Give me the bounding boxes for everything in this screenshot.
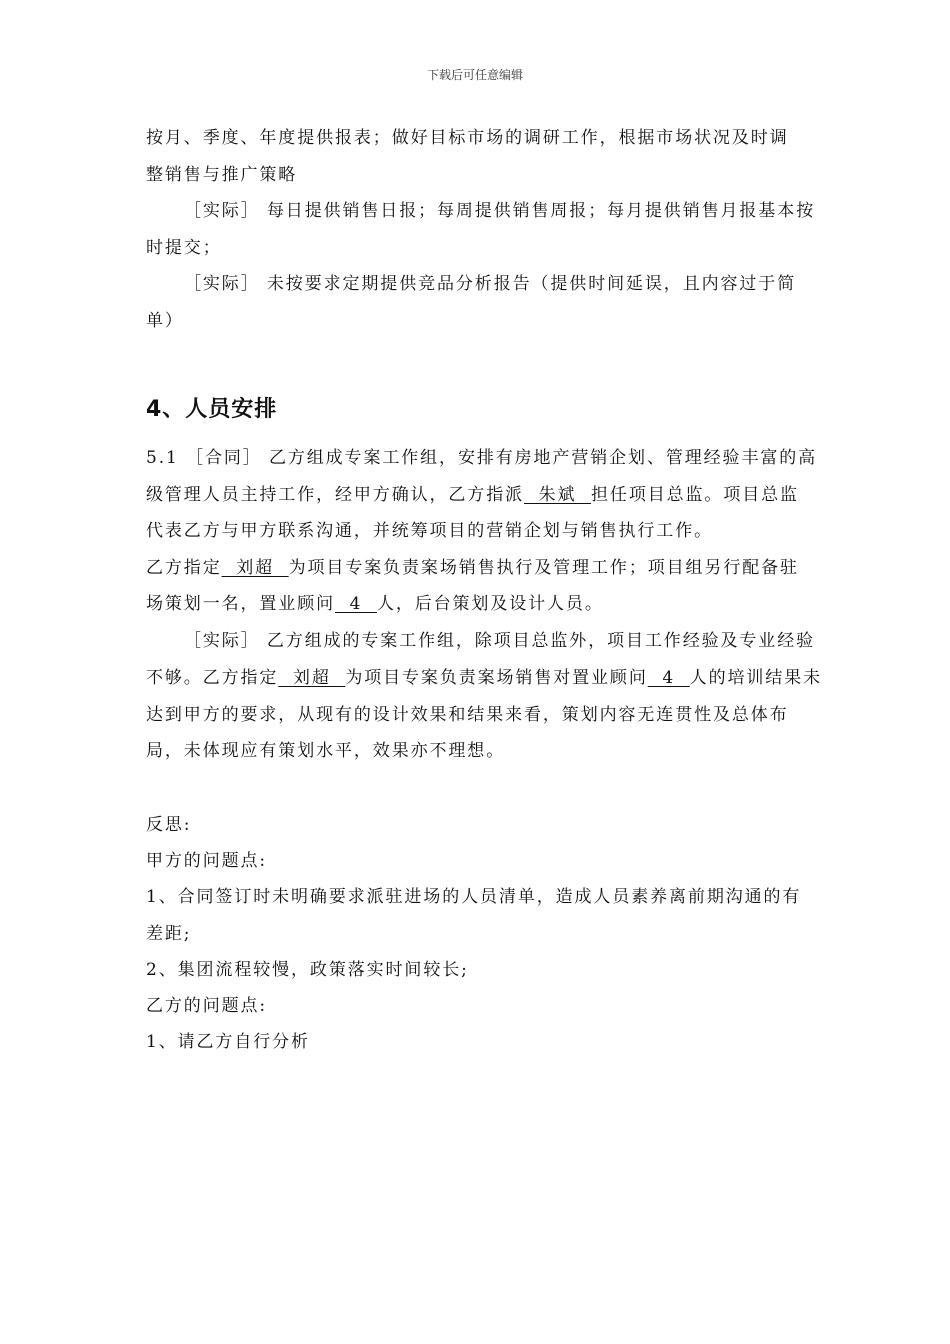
paragraph-line: 代表乙方与甲方联系沟通，并统筹项目的营销企划与销售执行工作。 (146, 521, 713, 541)
party-a-title: 甲方的问题点: (146, 851, 268, 871)
paragraph-line (146, 556, 799, 580)
paragraph-line: 整销售与推广策略 (146, 165, 298, 185)
list-item: 1、请乙方自行分析 (146, 1032, 310, 1052)
list-item: 2、集团流程较慢，政策落实时间较长; (146, 960, 469, 980)
consultant-count: 4 (335, 594, 377, 614)
paragraph-line: 时提交； (146, 238, 222, 258)
manager-name: 刘超 (221, 558, 289, 578)
text-fragment: 担任项目总监。项目总监 (591, 485, 799, 505)
paragraph-line: 达到甲方的要求，从现有的设计效果和结果来看，策划内容无连贯性及总体布 (146, 705, 789, 725)
text-fragment: 为项目专案负责案场销售执行及管理工作；项目组另行配备驻 (288, 558, 799, 578)
paragraph-line (146, 592, 604, 616)
text-fragment: 为项目专案负责案场销售对置业顾问 (345, 668, 648, 688)
paragraph-line: 按月、季度、年度提供报表；做好目标市场的调研工作，根据市场状况及时调 (146, 128, 789, 148)
list-item-continued: 差距; (146, 924, 192, 944)
page-header: 下载后可任意编辑 (426, 68, 523, 82)
section-heading: 4、人员安排 (146, 397, 278, 422)
text-fragment: 级管理人员主持工作，经甲方确认，乙方指派 (146, 485, 524, 505)
text-fragment: 人，后台策划及设计人员。 (376, 594, 604, 614)
consultant-count: 4 (647, 668, 690, 688)
director-name: 朱斌 (524, 485, 592, 505)
text-fragment: 不够。乙方指定 (146, 668, 279, 688)
paragraph-line: 局，未体现应有策划水平，效果亦不理想。 (146, 741, 506, 761)
paragraph-line: 5.1 ［合同］ 乙方组成专案工作组，安排有房地产营销企划、管理经验丰富的高 (146, 448, 818, 468)
paragraph-line: ［实际］ 未按要求定期提供竞品分析报告（提供时间延误，且内容过于简 (184, 274, 797, 294)
paragraph-line: 单） (146, 311, 184, 331)
text-fragment: 乙方指定 (146, 558, 222, 578)
paragraph-line: ［实际］ 每日提供销售日报；每周提供销售周报；每月提供销售月报基本按 (184, 201, 816, 221)
party-b-title: 乙方的问题点: (146, 996, 268, 1016)
paragraph-line (146, 483, 799, 507)
manager-name: 刘超 (278, 668, 346, 688)
reflection-title: 反思: (146, 815, 192, 835)
paragraph-line (146, 666, 822, 690)
list-item: 1、合同签订时未明确要求派驻进场的人员清单，造成人员素养离前期沟通的有 (146, 887, 802, 907)
text-fragment: 场策划一名，置业顾问 (146, 594, 335, 614)
text-fragment: 人的培训结果未 (689, 668, 822, 688)
paragraph-line: ［实际］ 乙方组成的专案工作组，除项目总监外，项目工作经验及专业经验 (184, 631, 816, 651)
